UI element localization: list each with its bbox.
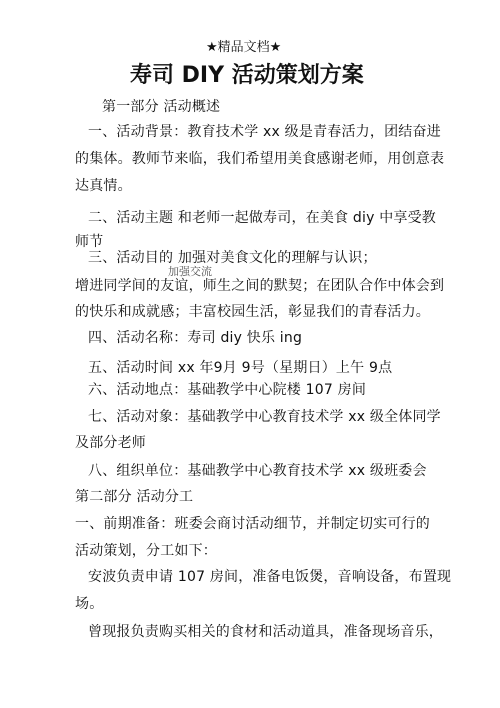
text-line: 五、活动时间 xx 年9月 9号（星期日）上午 9点 [88,360,393,376]
document-header: ★精品文档★ [206,40,282,55]
section-heading: 第一部分 活动概述 [102,99,221,115]
text-line: 七、活动对象：基础教学中心教育技术学 xx 级全体同学 [88,409,441,425]
text-line: 安波负责申请 107 房间，准备电饭煲，音响设备，布置现 [88,569,452,585]
overlapping-faded-text: 加强交流 [168,265,212,278]
text-line: 的集体。教师节来临，我们希望用美食感谢老师，用创意表 [75,151,445,167]
text-line: 六、活动地点：基础教学中心院楼 107 房间 [88,382,367,398]
text-line: 二、活动主题 和老师一起做寿司，在美食 diy 中享受教 [88,210,437,226]
text-line: 四、活动名称：寿司 diy 快乐 ing [88,330,303,346]
text-line: 师节 [75,234,104,250]
text-line: 八、组织单位：基础教学中心教育技术学 xx 级班委会 [88,463,427,479]
text-line: 达真情。 [75,178,132,194]
section-heading: 第二部分 活动分工 [75,489,194,505]
text-line: 活动策划，分工如下： [75,543,217,559]
text-line: 的快乐和成就感；丰富校园生活，彰显我们的青春活力。 [75,304,430,320]
text-line: 曾现报负责购买相关的食材和活动道具，准备现场音乐， [88,624,443,640]
text-line: 一、前期准备：班委会商讨活动细节，并制定切实可行的 [75,516,430,532]
text-line: 及部分老师 [75,435,146,451]
text-line: 三、活动目的 加强对美食文化的理解与认识； [88,250,377,266]
text-line: 场。 [75,596,104,612]
text-line: 一、活动背景：教育技术学 xx 级是青春活力，团结奋进 [88,124,441,140]
text-line: 增进同学间的友谊，师生之间的默契；在团队合作中体会到 [75,278,445,294]
document-title: 寿司 DIY 活动策划方案 [130,63,364,88]
